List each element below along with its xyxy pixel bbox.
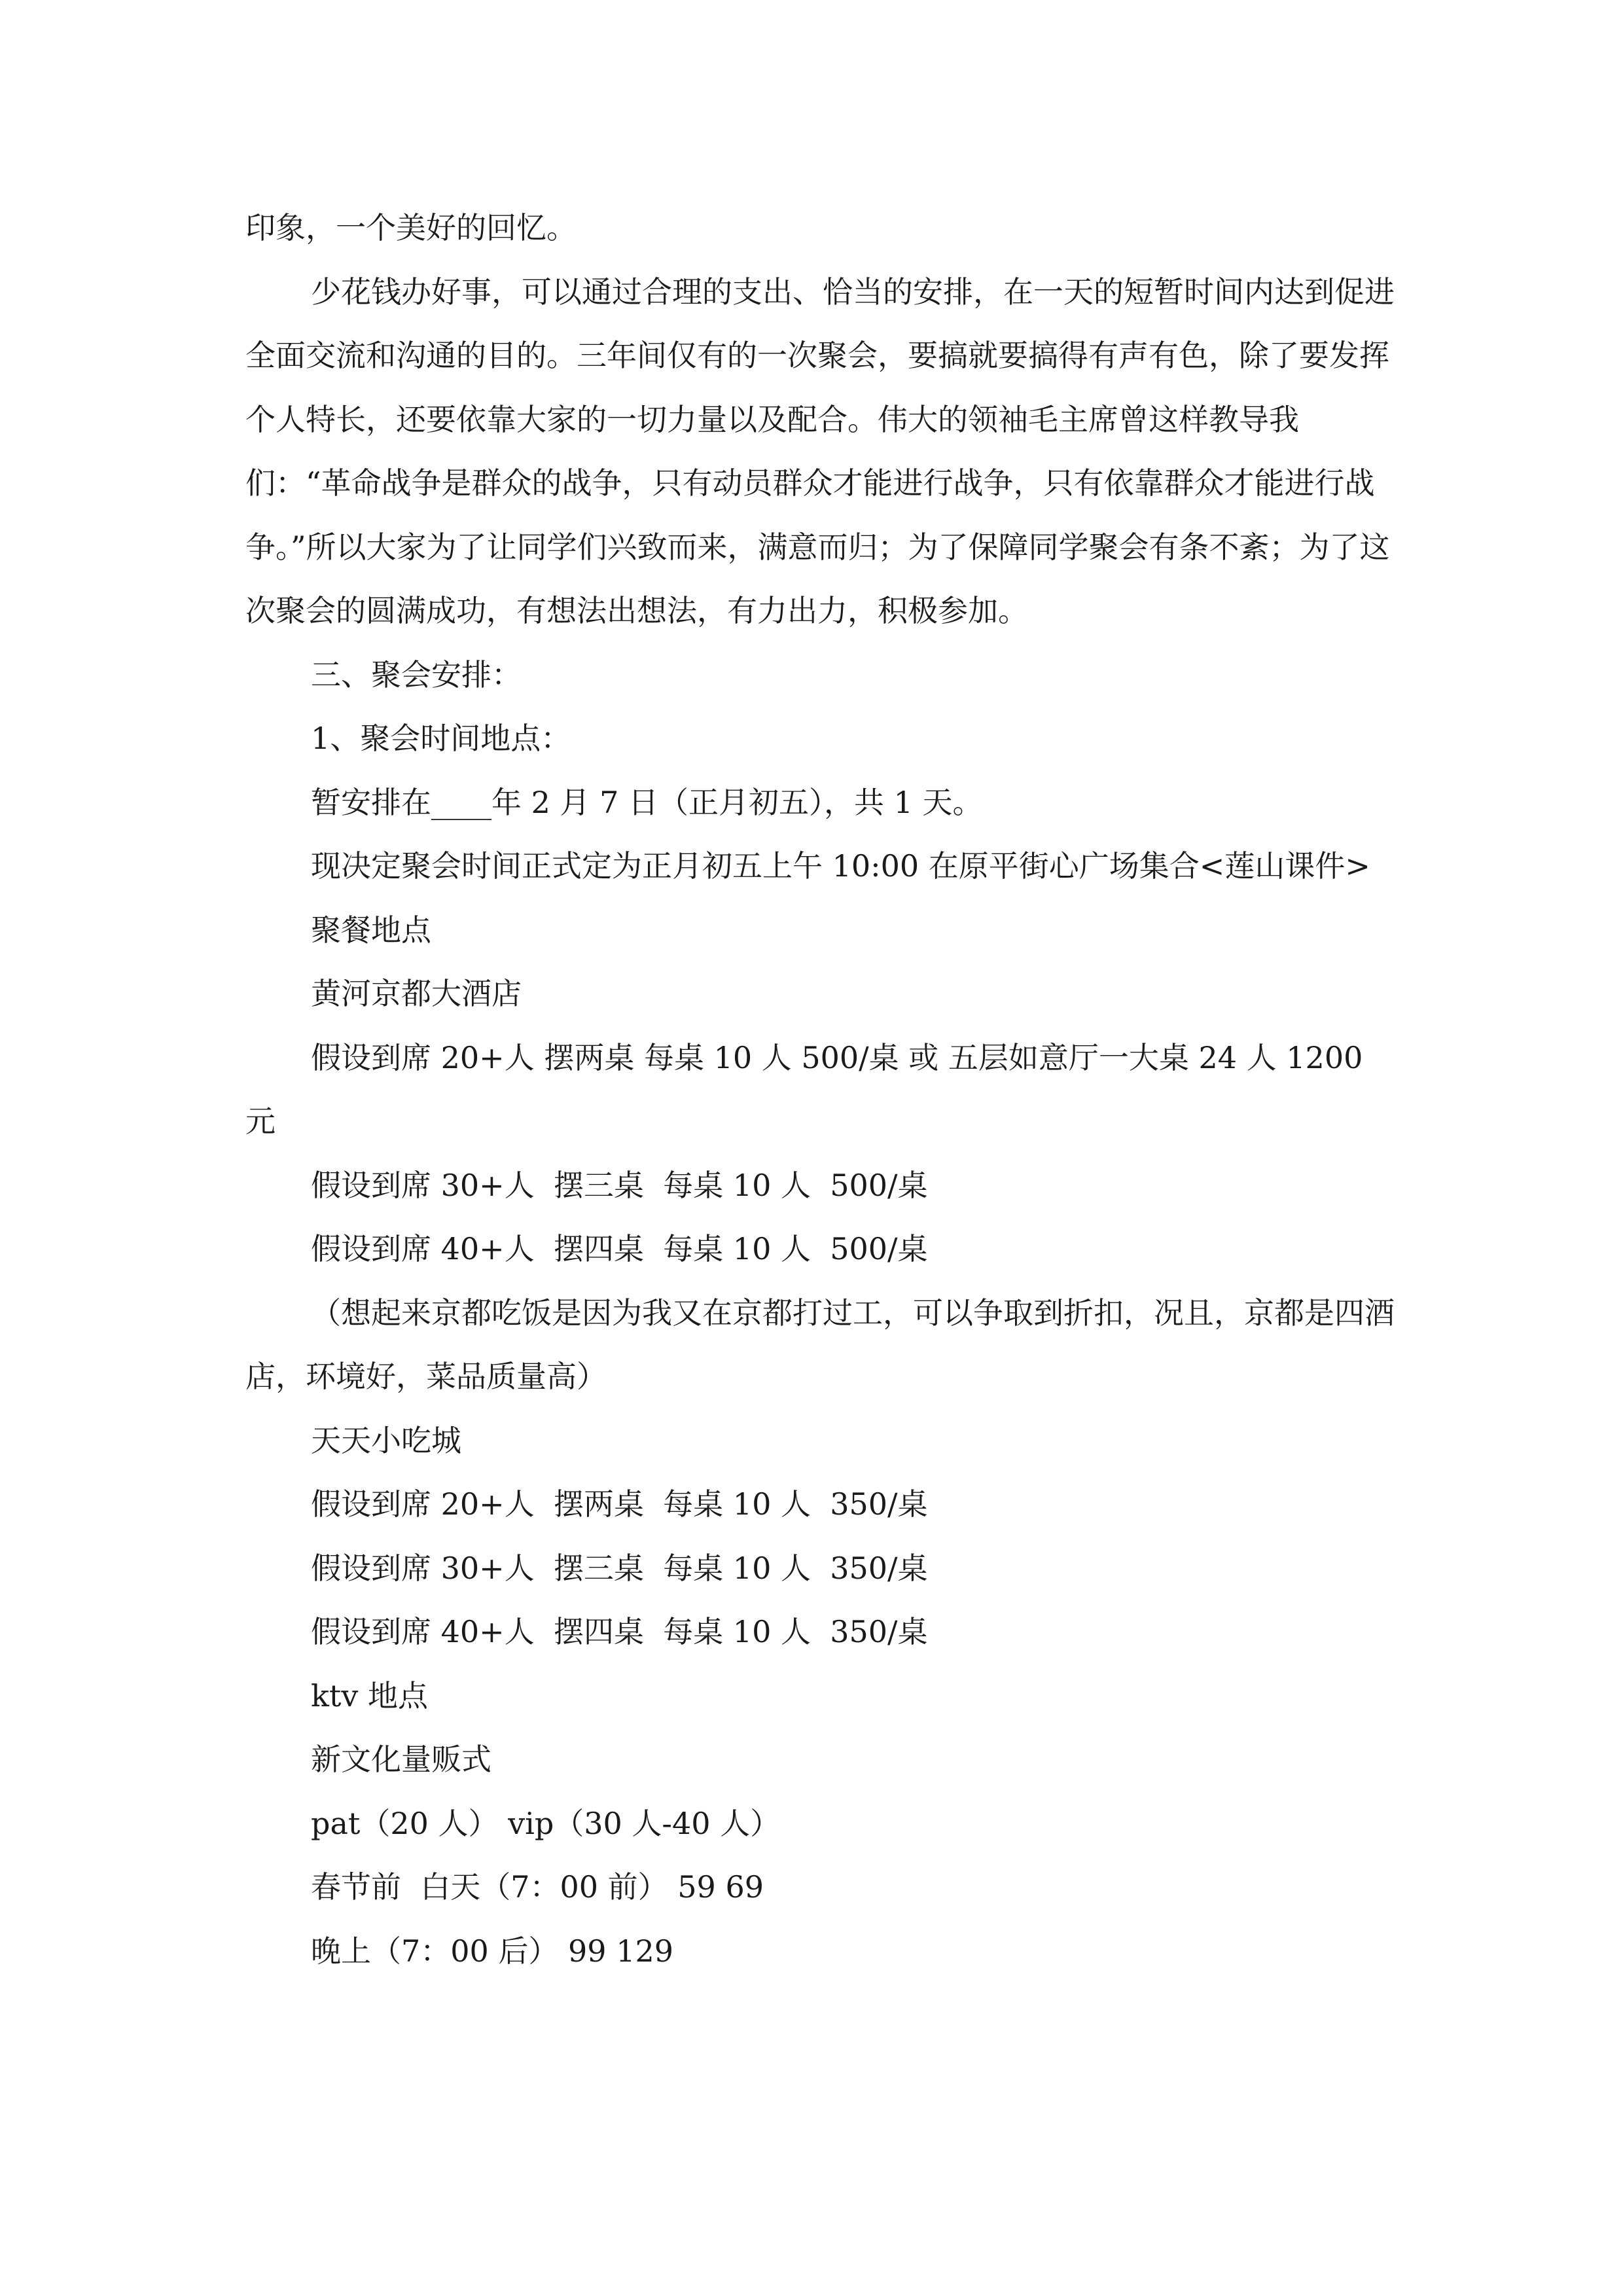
hotel-option-40: 假设到席 40+人 摆四桌 每桌 10 人 500/桌 (311, 1231, 928, 1266)
ktv-price-daytime: 春节前 白天（7：00 前） 59 69 (311, 1869, 764, 1905)
section-heading-arrangement: 三、聚会安排： (311, 656, 522, 692)
hotel-note: （想起来京都吃饭是因为我又在京都打过工，可以争取到折扣，况且，京都是四酒店，环境好，菜品质量高） (245, 1295, 1395, 1394)
ktv-name: 新文化量贩式 (311, 1742, 491, 1777)
venue-name-hotel: 黄河京都大酒店 (311, 976, 522, 1011)
hotel-option-30: 假设到席 30+人 摆三桌 每桌 10 人 500/桌 (311, 1167, 928, 1203)
venue-name-snack-city: 天天小吃城 (311, 1422, 461, 1458)
document-body (245, 196, 1397, 1983)
snack-option-30: 假设到席 30+人 摆三桌 每桌 10 人 350/桌 (311, 1550, 928, 1586)
paragraph-purpose: 少花钱办好事，可以通过合理的支出、恰当的安排，在一天的短暂时间内达到促进全面交流和沟通的目的。三年间仅有的一次聚会，要搞就要搞得有声有色，除了要发挥个人特长，还要依靠大家的一切力量以及配合。伟大的领袖毛主席曾这样教导我们：“革命战争是群众的战争，只有动员群众才能进行战争，只有依靠群众才能进行战争。”所以大家为了让同学们兴致而来，满意而归；为了保障同学聚会有条不紊；为了这次聚会的圆满成功，有想法出想法，有力出力，积极参加。 (245, 274, 1395, 628)
ktv-room-types: pat（20 人） vip（30 人-40 人） (311, 1805, 781, 1841)
paragraph-recollection: 印象，一个美好的回忆。 (245, 210, 577, 245)
hotel-option-20: 假设到席 20+人 摆两桌 每桌 10 人 500/桌 或 五层如意厅一大桌 24 人 1200 元 (245, 1039, 1372, 1139)
paragraph-tentative-date: 暂安排在____年 2 月 7 日（正月初五），共 1 天。 (311, 784, 983, 820)
snack-option-20: 假设到席 20+人 摆两桌 每桌 10 人 350/桌 (311, 1486, 928, 1522)
label-ktv-venue: ktv 地点 (311, 1677, 428, 1713)
ktv-price-evening: 晚上（7：00 后） 99 129 (311, 1933, 673, 1969)
label-dinner-venue: 聚餐地点 (311, 912, 431, 948)
subheading-time-place: 1、聚会时间地点： (311, 721, 571, 756)
paragraph-meeting-time: 现决定聚会时间正式定为正月初五上午 10:00 在原平街心广场集合<莲山课件> (311, 848, 1370, 884)
snack-option-40: 假设到席 40+人 摆四桌 每桌 10 人 350/桌 (311, 1614, 928, 1649)
